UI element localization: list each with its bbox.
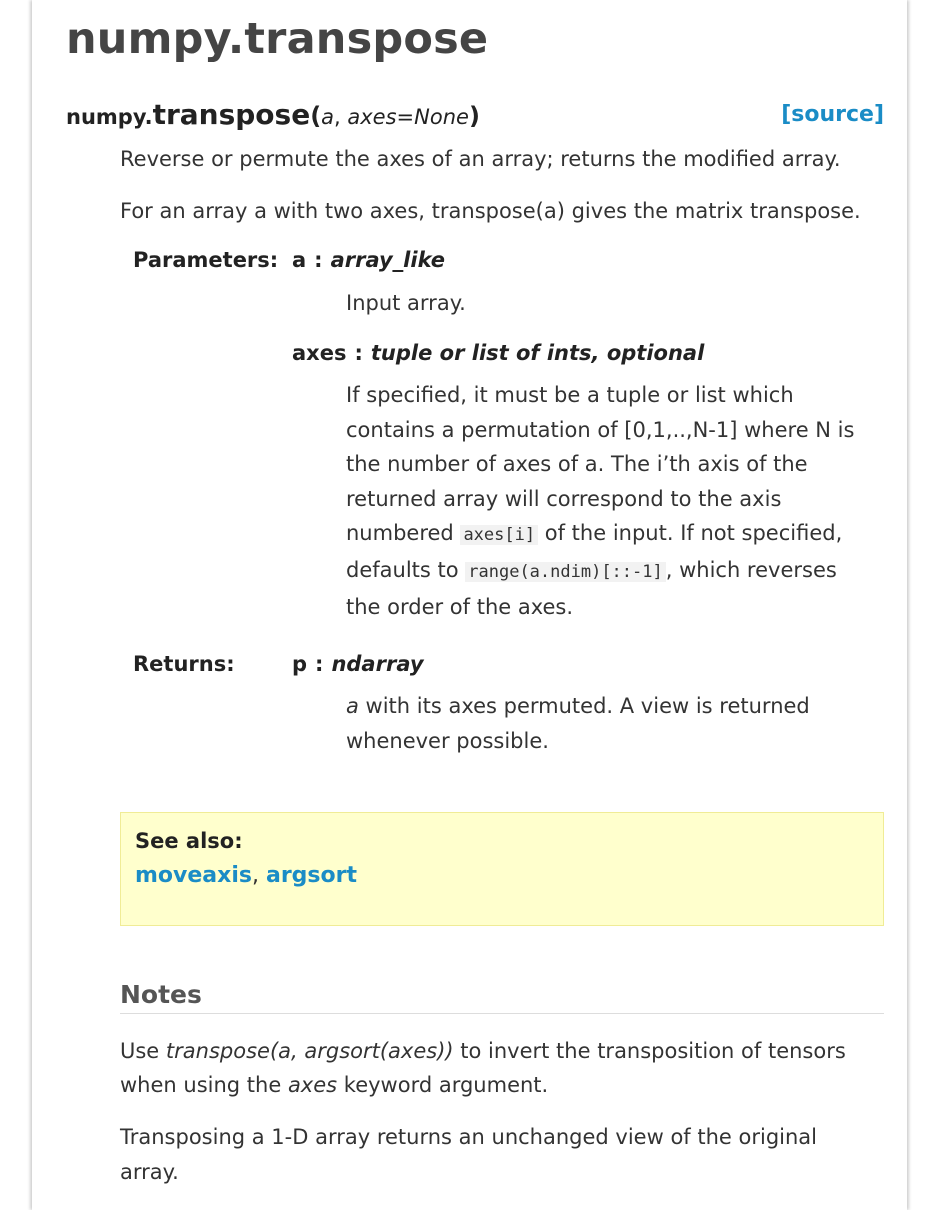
function-signature xyxy=(66,98,884,138)
see-also-box xyxy=(120,812,884,926)
signature-open-paren: ( xyxy=(310,102,322,130)
return-name: p xyxy=(292,652,308,676)
param-axes-description xyxy=(346,378,886,624)
param-axes-desc-line: the number of axes of a. The i’th axis of the xyxy=(346,452,808,477)
see-also-link-moveaxis[interactable]: moveaxis xyxy=(135,863,252,888)
desc-text: , which reverses xyxy=(665,557,837,582)
param-a-header xyxy=(292,248,445,272)
doc-page xyxy=(32,0,907,1210)
signature-arg-separator: , xyxy=(334,105,348,129)
desc-text: to invert the transposition of tensors xyxy=(453,1039,846,1063)
notes-paragraph-2-line-2: array. xyxy=(120,1160,179,1184)
param-axes-name: axes xyxy=(292,341,347,365)
notes-paragraph-1-line-2 xyxy=(120,1068,548,1103)
signature-arg-axes: axes=None xyxy=(347,105,469,129)
param-axes-desc-line: contains a permutation of [0,1,..,N-1] where N is xyxy=(346,417,855,442)
summary-line-1: Reverse or permute the axes of an array; returns the modified array. xyxy=(120,147,841,171)
param-axes-colon: : xyxy=(354,341,363,365)
param-axes-type: tuple or list of ints, optional xyxy=(370,341,705,365)
param-axes-desc-line xyxy=(346,553,886,590)
see-also-separator: , xyxy=(251,863,266,888)
param-axes-desc-line xyxy=(346,516,886,553)
axes-i-code: axes[i] xyxy=(460,525,538,545)
param-axes-desc-line: If specified, it must be a tuple or list which xyxy=(346,383,794,407)
desc-text: of the input. If not specified, xyxy=(538,521,843,546)
param-axes-desc-line: returned array will correspond to the axis xyxy=(346,486,782,511)
desc-text: with its axes permuted. A view is returned xyxy=(358,694,810,718)
return-description xyxy=(346,689,886,758)
see-also-links xyxy=(135,863,357,888)
signature-module-prefix: numpy. xyxy=(66,105,153,129)
param-a-colon: : xyxy=(314,248,323,272)
return-desc-line xyxy=(346,689,886,724)
notes-heading: Notes xyxy=(120,980,884,1014)
page-title: numpy.transpose xyxy=(66,14,489,64)
signature-close-paren: ) xyxy=(468,102,480,130)
see-also-label: See also: xyxy=(135,829,243,853)
summary-line-2: For an array a with two axes, transpose(a) gives the matrix transpose. xyxy=(120,199,861,223)
notes-paragraph-1-line-1 xyxy=(120,1034,846,1069)
return-header xyxy=(292,652,424,676)
param-a-name: a xyxy=(292,248,307,272)
return-desc-italic: a xyxy=(346,694,359,718)
returns-label: Returns: xyxy=(133,652,235,676)
desc-text: keyword argument. xyxy=(337,1073,549,1097)
param-axes-desc-line: the order of the axes. xyxy=(346,594,574,619)
parameters-label: Parameters: xyxy=(133,248,279,272)
param-a-type: array_like xyxy=(330,248,446,272)
notes-paragraph-2-line-1: Transposing a 1-D array returns an unchanged view of the original xyxy=(120,1125,817,1149)
return-type: ndarray xyxy=(331,652,424,676)
range-code: range(a.ndim)[::-1] xyxy=(465,562,665,582)
see-also-link-argsort[interactable]: argsort xyxy=(265,863,358,888)
source-link[interactable]: [source] xyxy=(781,102,884,127)
desc-text: when using the xyxy=(120,1073,288,1097)
param-axes-header xyxy=(292,341,704,365)
param-a-description: Input array. xyxy=(346,291,466,315)
signature-function-name: transpose xyxy=(152,98,311,131)
return-colon: : xyxy=(315,652,324,676)
signature-arg-a: a xyxy=(321,105,335,129)
notes-italic-axes: axes xyxy=(287,1073,338,1097)
notes-italic-expr: transpose(a, argsort(axes)) xyxy=(165,1039,454,1063)
desc-text: numbered xyxy=(346,521,461,546)
return-desc-line: whenever possible. xyxy=(346,728,549,753)
desc-text: defaults to xyxy=(346,557,466,582)
desc-text: Use xyxy=(120,1039,166,1063)
